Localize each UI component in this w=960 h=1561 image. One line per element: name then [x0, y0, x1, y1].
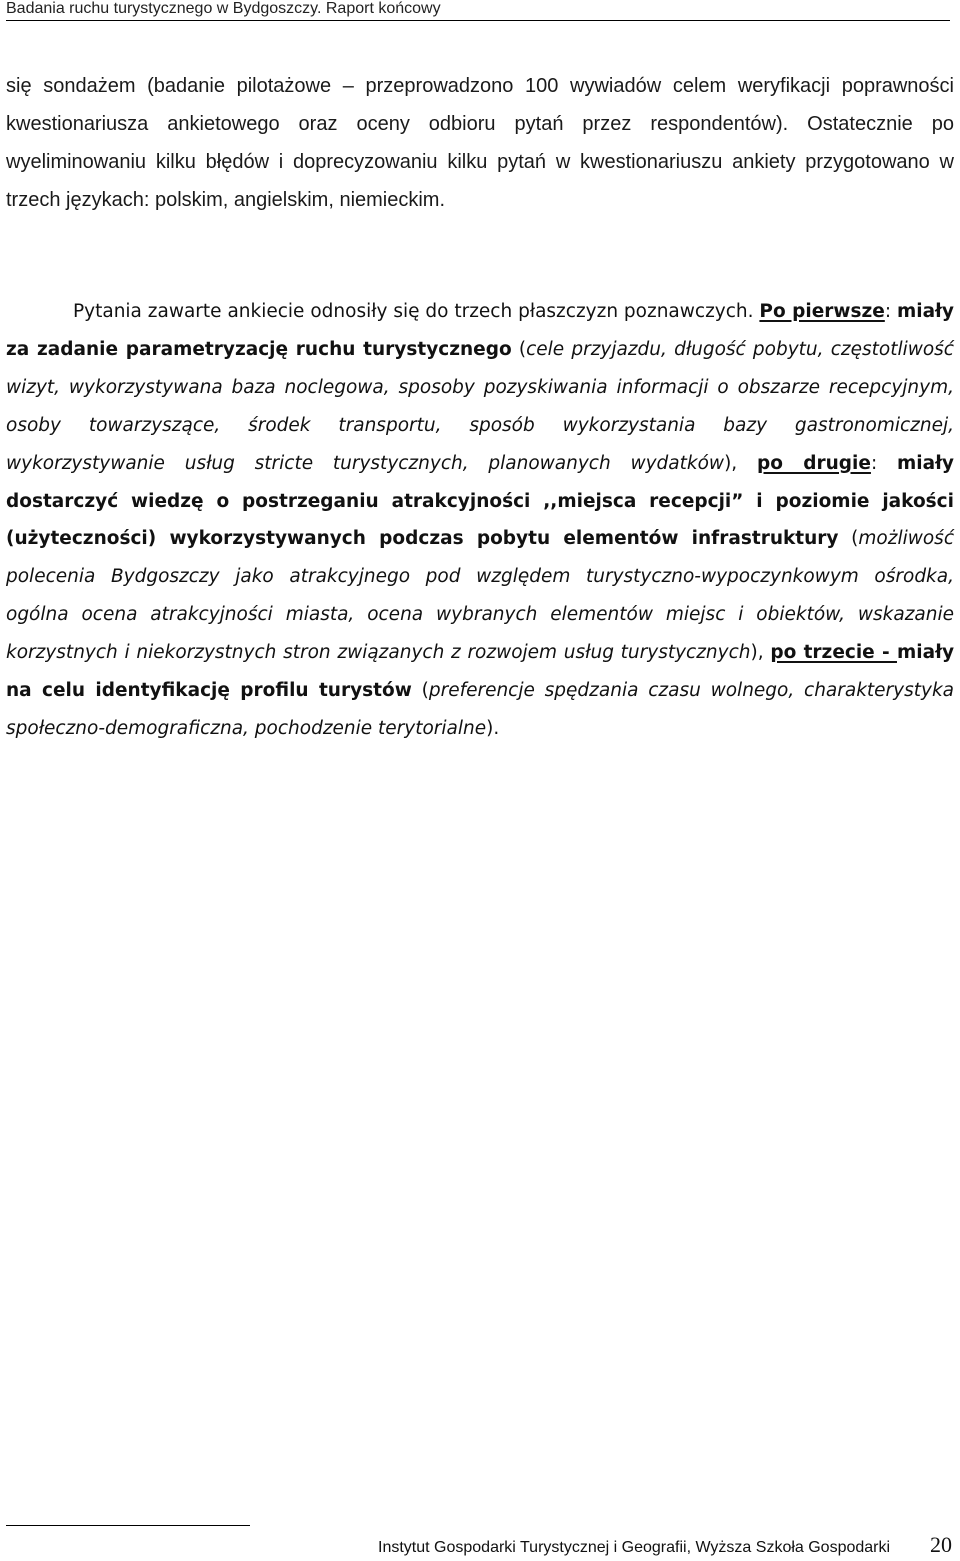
first-point-summary: miały za zadanie parametryzację ruchu turystycznego	[6, 301, 954, 360]
third-point-summary: miały na celu identyfikację profilu turystów	[6, 642, 955, 702]
footer-divider	[6, 1525, 250, 1526]
footer-institution: Instytut Gospodarki Turystycznej i Geografii, Wyższa Szkoła Gospodarki	[378, 1539, 891, 1556]
second-point-label: po drugie	[756, 452, 871, 474]
paragraph-survey-pilot: się sondażem (badanie pilotażowe – przeprowadzono 100 wywiadów celem weryfikacji poprawności kwestionariusza ankietowego oraz oceny odbioru pytań przez respondentów). Ostatecznie po wyeliminowaniu kilku błędów i doprecyzowaniu kilku pytań w kwestionariuszu ankiety przygotowano w trzech językach: polskim, angielskim, niemieckim.	[6, 75, 954, 211]
second-point-details: możliwość polecenia Bydgoszczy jako atrakcyjnego pod względem turystyczno-wypoczynkowym ośrodka, ogólna ocena atrakcyjności miasta, ocena wybranych elementów miejsc i obiektów, wskazanie korzystnych i niekorzystnych stron związanych z rozwojem usług turystycznych	[6, 528, 954, 664]
paragraph-intro: Pytania zawarte ankiecie odnosiły się do trzech płaszczyzn poznawczych.	[73, 301, 760, 322]
paragraph-survey-scope	[6, 293, 954, 748]
first-point-colon: :	[884, 301, 897, 322]
third-point-label: po trzecie -	[770, 642, 897, 664]
second-point-colon: :	[870, 452, 897, 474]
third-point-details: preferencje spędzania czasu wolnego, charakterystyka społeczno-demograficzna, pochodzenie terytorialne	[6, 680, 955, 739]
third-point-open-paren: (	[411, 680, 429, 702]
page-number: 20	[930, 1532, 952, 1557]
second-point-summary: miały dostarczyć wiedzę o postrzeganiu atrakcyjności ,,miejsca recepcji” i poziomie jakości (użyteczności) wykorzystywanych podczas pobytu elementów infrastruktury	[6, 452, 954, 550]
second-point-close-paren: ),	[750, 642, 771, 664]
document-title: Badania ruchu turystycznego w Bydgoszczy. Raport końcowy	[6, 0, 441, 17]
first-point-label: Po pierwsze	[759, 301, 885, 322]
running-header	[6, 0, 950, 21]
first-point-details: cele przyjazdu, długość pobytu, częstotliwość wizyt, wykorzystywana baza noclegowa, sposoby pozyskiwania informacji o obszarze recepcyjnym, osoby towarzyszące, środek transportu, sposób wykorzystania bazy gastronomicznej, wykorzystywanie usług stricte turystycznych, planowanych wydatków	[6, 338, 954, 474]
third-point-close-paren: ).	[486, 717, 500, 739]
first-point-close-paren: ),	[724, 452, 757, 474]
first-point-open-paren: (	[511, 338, 527, 360]
second-point-open-paren: (	[838, 528, 859, 550]
